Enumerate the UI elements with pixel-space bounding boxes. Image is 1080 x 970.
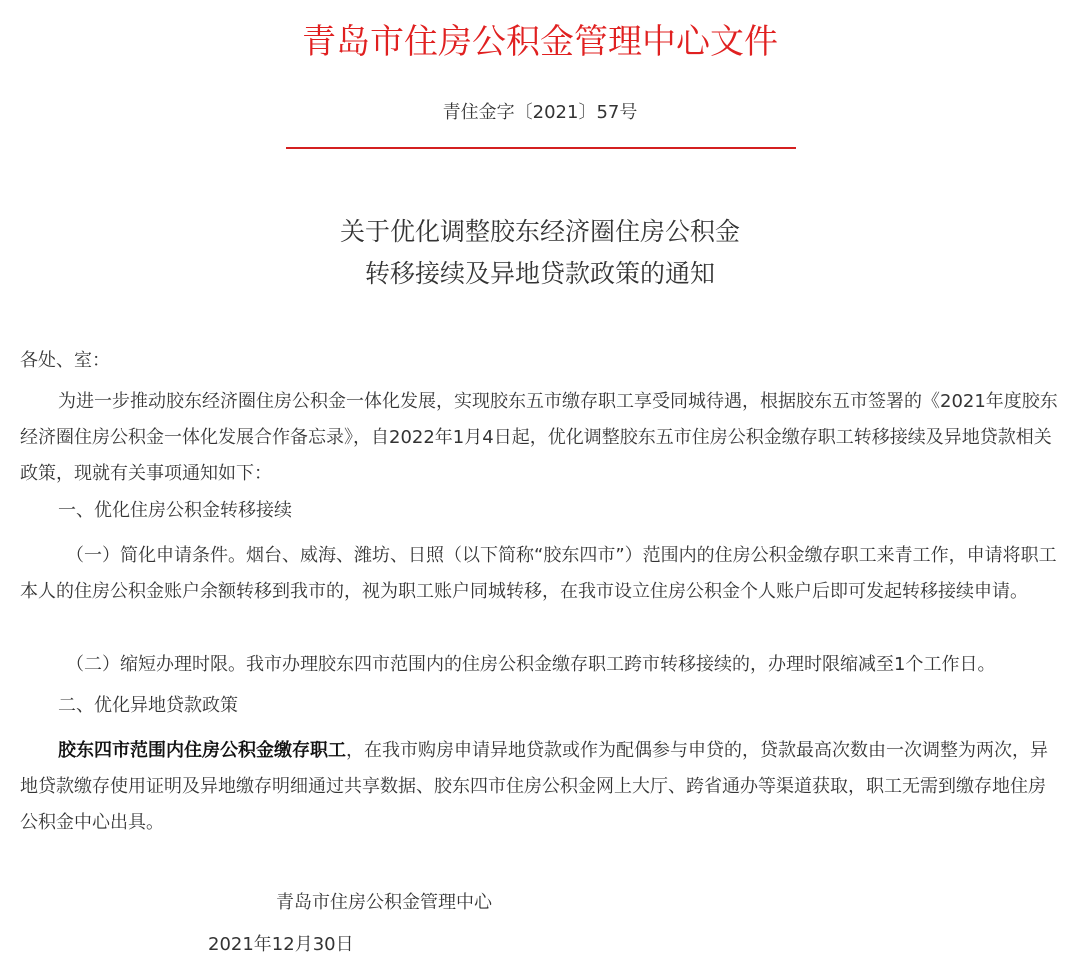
section1-heading: 一、优化住房公积金转移接续 bbox=[58, 500, 292, 521]
intro-paragraph: 为进一步推动胶东经济圈住房公积金一体化发展，实现胶东五市缴存职工享受同城待遇，根据胶东五市签署的《2021年度胶东经济圈住房公积金一体化发展合作备忘录》，自2022年1月4日起，优化调整胶东五市住房公积金缴存职工转移接续及异地贷款相关政策，现就有关事项通知如下： bbox=[20, 391, 1058, 484]
section2-paragraph bbox=[20, 733, 1062, 841]
signature-date: 2021年12月30日 bbox=[208, 934, 354, 955]
signature-organization: 青岛市住房公积金管理中心 bbox=[276, 892, 492, 913]
document-number: 青住金字〔2021〕57号 bbox=[442, 102, 638, 123]
section2-lead-emphasis: 胶东四市范围内住房公积金缴存职工 bbox=[58, 740, 346, 761]
section1-item1-paragraph: （一）简化申请条件。烟台、威海、潍坊、日照（以下简称“胶东四市”）范围内的住房公积金缴存职工来青工作，申请将职工本人的住房公积金账户余额转移到我市的，视为职工账户同城转移，在我市设立住房公积金个人账户后即可发起转移接续申请。 bbox=[20, 545, 1057, 602]
salutation: 各处、室： bbox=[20, 350, 110, 371]
red-divider bbox=[286, 147, 796, 149]
section2-body-text: ，在我市购房申请异地贷款或作为配偶参与申贷的，贷款最高次数由一次调整为两次，异地贷款缴存使用证明及异地缴存明细通过共享数据、胶东四市住房公积金网上大厅、跨省通办等渠道获取，职工无需到缴存地住房公积金中心出具。 bbox=[20, 740, 1048, 833]
section1-item2-paragraph: （二）缩短办理时限。我市办理胶东四市范围内的住房公积金缴存职工跨市转移接续的，办理时限缩减至1个工作日。 bbox=[66, 654, 996, 675]
section2-heading: 二、优化异地贷款政策 bbox=[58, 695, 238, 716]
document-header-title: 青岛市住房公积金管理中心文件 bbox=[302, 22, 778, 62]
notice-title-line2: 转移接续及异地贷款政策的通知 bbox=[364, 259, 715, 288]
notice-title-line1: 关于优化调整胶东经济圈住房公积金 bbox=[339, 217, 740, 246]
